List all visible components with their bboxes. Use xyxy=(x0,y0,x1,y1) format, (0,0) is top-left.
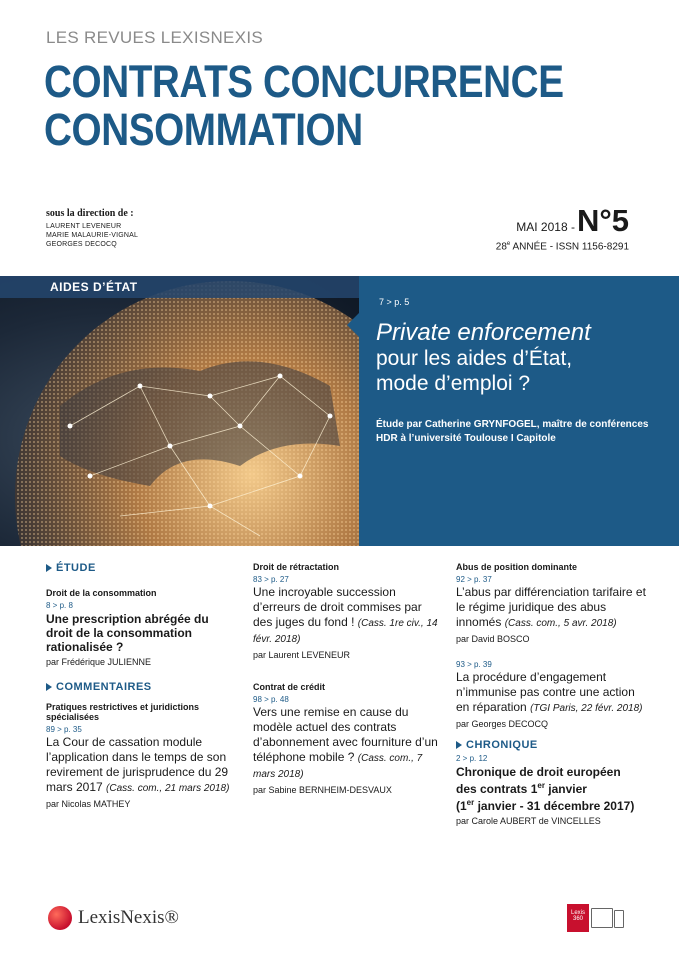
author-byline: par Sabine BERNHEIM-DESVAUX xyxy=(253,785,392,795)
toc-column-1 xyxy=(46,562,236,809)
article-title[interactable]: La procédure d’engagement n’immunise pas contre une action en réparation (TGI Paris, 22 févr. 2018) xyxy=(456,670,643,714)
article-title[interactable]: Vers une remise en cause du modèle actuel des contrats d’abonnement avec fourniture d’un téléphone mobile ? (Cass. com., 7 mars 2018) xyxy=(253,705,438,780)
director-name: GEORGES DECOCQ xyxy=(46,241,117,248)
page-ref: 8 > p. 8 xyxy=(46,601,73,610)
topic-label: Contrat de crédit xyxy=(253,682,326,692)
triangle-bullet-icon xyxy=(456,741,462,749)
category-label: AIDES D’ÉTAT xyxy=(50,280,138,294)
issue-info xyxy=(495,203,629,253)
article-title[interactable]: Chronique de droit européen des contrats 1er janvier (1er janvier - 31 décembre 2017) xyxy=(456,765,635,813)
direction-label: sous la direction de : xyxy=(46,208,134,219)
panel-notch xyxy=(347,313,359,337)
issue-number: N°5 xyxy=(576,203,629,238)
topic-label: Pratiques restrictives et juridictions spécialisées xyxy=(46,702,200,722)
director-name: MARIE MALAURIE-VIGNAL xyxy=(46,232,139,239)
feature-headline-italic: Private enforcement xyxy=(376,319,591,346)
article-title[interactable]: La Cour de cassation module l’application dans le temps de son revirement de jurisprudence du 29 mars 2017 (Cass. com., 21 mars 2018) xyxy=(46,735,230,794)
title-line-1: CONTRATS CONCURRENCE xyxy=(44,56,564,107)
feature-headline-line2: mode d’emploi ? xyxy=(376,372,531,395)
toc-column-2 xyxy=(253,562,443,795)
author-byline: par Laurent LEVENEUR xyxy=(253,650,351,660)
globe-image xyxy=(0,276,359,546)
page-ref: 93 > p. 39 xyxy=(456,660,492,669)
section-heading-chronique: CHRONIQUE xyxy=(456,739,646,751)
globe-network-illustration xyxy=(0,276,359,546)
page-ref: 2 > p. 12 xyxy=(456,754,488,763)
section-heading-commentaires: COMMENTAIRES xyxy=(46,681,236,693)
author-byline: par David BOSCO xyxy=(456,634,530,644)
tablet-icon xyxy=(591,908,613,928)
feature-page-ref: 7 > p. 5 xyxy=(379,297,410,307)
page-ref: 92 > p. 37 xyxy=(456,575,492,584)
topic-label: Abus de position dominante xyxy=(456,562,577,572)
lexis360-icon: Lexis 360 xyxy=(567,904,589,932)
title-line-2: CONSOMMATION xyxy=(44,104,363,155)
series-label: LES REVUES LEXISNEXIS xyxy=(46,28,263,47)
journal-title xyxy=(44,58,564,154)
article-title[interactable]: Une prescription abrégée du droit de la consommation rationalisée ? xyxy=(46,612,209,654)
topic-label: Droit de la consommation xyxy=(46,588,157,598)
page-ref: 89 > p. 35 xyxy=(46,725,82,734)
feature-info-panel xyxy=(359,276,679,546)
lexisnexis-wordmark: LexisNexis® xyxy=(78,907,179,928)
issue-date: MAI 2018 - xyxy=(516,220,575,234)
page-ref: 98 > p. 48 xyxy=(253,695,289,704)
issue-year-issn: 28e ANNÉE - ISSN 1156-8291 xyxy=(495,241,629,253)
lexisnexis-logo xyxy=(48,906,179,930)
triangle-bullet-icon xyxy=(46,683,52,691)
director-name: LAURENT LEVENEUR xyxy=(46,223,122,230)
page-ref: 83 > p. 27 xyxy=(253,575,289,584)
category-band xyxy=(0,276,359,298)
feature-byline-affiliation: HDR à l’université Toulouse I Capitole xyxy=(376,433,556,444)
feature-byline: Étude par Catherine GRYNFOGEL, maître de conférences xyxy=(376,419,649,430)
article-title[interactable]: L’abus par différenciation tarifaire et le régime juridique des abus innomés (Cass. com., 5 avr. 2018) xyxy=(456,585,646,629)
editorial-direction xyxy=(46,208,138,249)
feature-headline-line1: pour les aides d’État, xyxy=(376,347,573,370)
feature-article[interactable] xyxy=(0,276,679,546)
section-heading-etude: ÉTUDE xyxy=(46,562,236,574)
triangle-bullet-icon xyxy=(46,564,52,572)
author-byline: par Carole AUBERT de VINCELLES xyxy=(456,816,601,826)
article-title[interactable]: Une incroyable succession d’erreurs de droit commises par des juges du fond ! (Cass. 1re civ., 14 févr. 2018) xyxy=(253,585,438,645)
lexis360-badge xyxy=(567,904,627,934)
topic-label: Droit de rétractation xyxy=(253,562,340,572)
author-byline: par Frédérique JULIENNE xyxy=(46,657,152,667)
lexisnexis-logo-icon xyxy=(48,906,72,930)
author-byline: par Georges DECOCQ xyxy=(456,719,549,729)
author-byline: par Nicolas MATHEY xyxy=(46,799,131,809)
toc-column-3 xyxy=(456,562,646,826)
phone-icon xyxy=(614,910,624,928)
